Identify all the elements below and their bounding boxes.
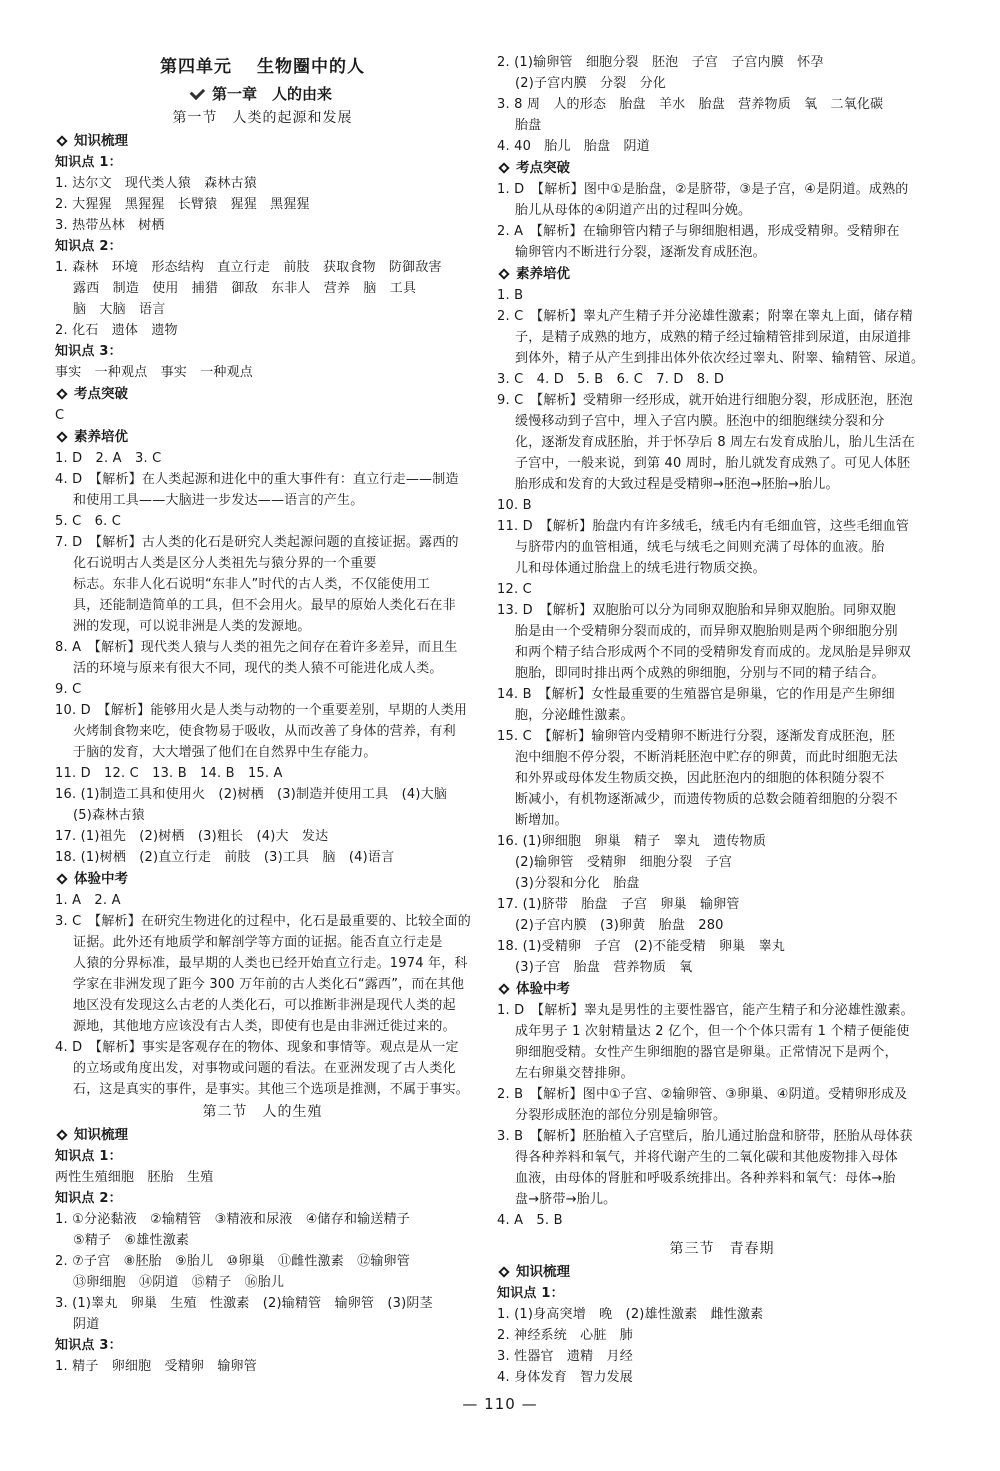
answer-line-continuation: 子宫中，一般来说，到第 40 周时，胎儿就发育成熟了。可见人体胚 xyxy=(515,456,911,471)
diamond-icon xyxy=(56,873,67,884)
answer-line-continuation: 断减小，有机物逐渐减少，而遗传物质的总数会随着细胞的分裂不 xyxy=(515,792,898,807)
right-column xyxy=(497,52,947,1388)
answer-line-continuation: 活的环境与原来有很大不同，现代的类人猿不可能进化成人类。 xyxy=(73,661,443,676)
answer-line: 1. ①分泌黏液 ②输精管 ③精液和尿液 ④储存和输送精子 xyxy=(55,1212,410,1227)
answer-line: 1. 森林 环境 形态结构 直立行走 前肢 获取食物 防御敌害 xyxy=(55,260,442,275)
answer-line: 9. C xyxy=(55,682,82,697)
answer-line: 2. C 【解析】睾丸产生精子并分泌雄性激素；附睾在睾丸上面，储存精 xyxy=(497,309,913,324)
answer-line-continuation: 的立场或角度出发，对事物或问题的看法。在亚洲发现了古人类化 xyxy=(73,1061,456,1076)
answer-line-continuation: 胎盘 xyxy=(515,118,542,133)
answer-line-continuation: 和两个精子结合形成两个不同的受精卵发育而成的。龙凤胎是异卵双 xyxy=(515,645,912,660)
answer-line-continuation: 火烤制食物来吃，使食物易于吸收，从而改善了身体的营养，有利 xyxy=(73,724,456,739)
answer-line: 4. 40 胎儿 胎盘 阴道 xyxy=(497,139,650,154)
answer-line: 2. (1)输卵管 细胞分裂 胚泡 子宫 子宫内膜 怀孕 xyxy=(497,55,824,70)
answer-line: 18. (1)树栖 (2)直立行走 前肢 (3)工具 脑 (4)语言 xyxy=(55,850,395,865)
right-column-body xyxy=(497,52,947,1388)
subsection-heading xyxy=(55,130,470,152)
answer-line: 17. (1)脐带 胎盘 子宫 卵巢 输卵管 xyxy=(497,897,740,912)
diamond-icon xyxy=(498,983,509,994)
check-icon xyxy=(190,85,206,101)
answer-line-continuation: 于脑的发育，大大增强了他们在自然界中生存能力。 xyxy=(73,745,377,760)
answer-line-continuation: (3)分裂和分化 胎盘 xyxy=(515,876,640,891)
diamond-icon xyxy=(56,1129,67,1140)
answer-line-continuation: 洲的发现，可以说非洲是人类的发源地。 xyxy=(73,619,311,634)
subsection-heading-text: 考点突破 xyxy=(74,386,128,402)
answer-line-continuation: 缓慢移动到子宫中，埋入子宫内膜。胚泡中的细胞继续分裂和分 xyxy=(515,414,885,429)
answer-line: 2. B 【解析】图中①子宫、②输卵管、③卵巢、④阴道。受精卵形成及 xyxy=(497,1087,908,1102)
answer-line: 2. 化石 遗体 遗物 xyxy=(55,323,178,338)
answer-line: 3. C 4. D 5. B 6. C 7. D 8. D xyxy=(497,372,725,387)
answer-line-continuation: 成年男子 1 次射精量达 2 亿个，但一个个体只需有 1 个精子便能使 xyxy=(515,1024,910,1039)
knowledge-point-label: 知识点 2： xyxy=(55,1191,122,1206)
subsection-heading xyxy=(497,157,947,179)
answer-line: 9. C 【解析】受精卵一经形成，就开始进行细胞分裂，形成胚泡，胚泡 xyxy=(497,393,913,408)
subsection-heading-text: 考点突破 xyxy=(516,160,570,176)
answer-line-continuation: (2)输卵管 受精卵 细胞分裂 子宫 xyxy=(515,855,733,870)
answer-line-continuation: 和使用工具——大脑进一步发达——语言的产生。 xyxy=(73,493,364,508)
answer-line: 事实 一种观点 事实 一种观点 xyxy=(55,365,254,380)
answer-line: 17. (1)祖先 (2)树栖 (3)粗长 (4)大 发达 xyxy=(55,829,329,844)
subsection-heading xyxy=(55,1124,470,1146)
subsection-heading-text: 知识梳理 xyxy=(516,1264,570,1280)
answer-line: 16. (1)卵细胞 卵巢 精子 睾丸 遗传物质 xyxy=(497,834,767,849)
answer-line: 1. D 2. A 3. C xyxy=(55,451,162,466)
answer-line: 2. A 【解析】在输卵管内精子与卵细胞相遇，形成受精卵。受精卵在 xyxy=(497,224,900,239)
subsection-heading-text: 素养培优 xyxy=(74,429,128,445)
answer-line-continuation: 和外界或母体发生物质交换，因此胚泡内的细胞的体积随分裂不 xyxy=(515,771,885,786)
chapter-title-text: 第一章 人的由来 xyxy=(211,85,332,103)
answer-line: 3. 8 周 人的形态 胎盘 羊水 胎盘 营养物质 氧 二氧化碳 xyxy=(497,97,884,112)
knowledge-point-label: 知识点 3： xyxy=(55,1338,122,1353)
answer-line-continuation: 标志。东非人化石说明“东非人”时代的古人类，不仅能使用工 xyxy=(73,577,431,592)
answer-line: 2. ⑦子宫 ⑧胚胎 ⑨胎儿 ⑩卵巢 ⑪雌性激素 ⑫输卵管 xyxy=(55,1254,410,1269)
section-title: 第二节 人的生殖 xyxy=(202,1104,323,1120)
answer-line-continuation: (2)子宫内膜 分裂 分化 xyxy=(515,76,667,91)
subsection-heading xyxy=(55,868,470,890)
chapter-title xyxy=(55,82,470,106)
diamond-icon xyxy=(498,1266,509,1277)
answer-line: 12. C xyxy=(497,582,532,597)
answer-line-continuation: (2)子宫内膜 (3)卵黄 胎盘 280 xyxy=(515,918,724,933)
answer-line: 1. 精子 卵细胞 受精卵 输卵管 xyxy=(55,1359,257,1374)
knowledge-point-label: 知识点 1： xyxy=(497,1286,564,1301)
answer-line-continuation: 儿和母体通过胎盘上的绒毛进行物质交换。 xyxy=(515,561,766,576)
answer-line: 16. (1)制造工具和使用火 (2)树栖 (3)制造并使用工具 (4)大脑 xyxy=(55,787,448,802)
answer-line-continuation: 子，是精子成熟的地方，成熟的精子经过输精管排到尿道，由尿道排 xyxy=(515,330,912,345)
answer-line: 3. B 【解析】胚胎植入子宫壁后，胎儿通过胎盘和脐带，胚胎从母体获 xyxy=(497,1129,913,1144)
answer-line-continuation: 得各种养料和氧气，并将代谢产生的二氧化碳和其他废物排入母体 xyxy=(515,1150,898,1165)
subsection-heading xyxy=(55,426,470,448)
answer-line-continuation: 学家在非洲发现了距今 300 万年前的古人类化石“露西”，而在其他 xyxy=(73,977,465,992)
answer-line-continuation: 输卵管内不断进行分裂，逐渐发育成胚泡。 xyxy=(515,245,766,260)
answer-line-continuation: ⑤精子 ⑥雄性激素 xyxy=(73,1233,190,1248)
diamond-icon xyxy=(56,388,67,399)
answer-line-continuation: (3)子宫 胎盘 营养物质 氧 xyxy=(515,960,693,975)
answer-line-continuation: 石，这是真实的事件，是事实。其他三个选项是推测，不属于事实。 xyxy=(73,1082,470,1097)
diamond-icon xyxy=(498,162,509,173)
subsection-heading-text: 体验中考 xyxy=(516,981,570,997)
answer-line-continuation: 盘→脐带→胎儿。 xyxy=(515,1192,617,1207)
answer-line-continuation: 脑 大脑 语言 xyxy=(73,302,166,317)
page-number: — 110 — xyxy=(462,1395,538,1413)
answer-line: 1. D 【解析】图中①是胎盘，②是脐带，③是子宫，④是阴道。成熟的 xyxy=(497,182,909,197)
answer-line: 1. (1)身高突增 晚 (2)雄性激素 雌性激素 xyxy=(497,1307,764,1322)
answer-line-continuation: 胎是由一个受精卵分裂而成的，而异卵双胞胎则是两个卵细胞分别 xyxy=(515,624,898,639)
subsection-heading-text: 体验中考 xyxy=(74,871,128,887)
answer-line: 2. 大猩猩 黑猩猩 长臂猿 猩猩 黑猩猩 xyxy=(55,197,310,212)
left-column-body xyxy=(55,106,470,1377)
subsection-heading xyxy=(497,263,947,285)
answer-line: 1. 达尔文 现代类人猿 森林古猿 xyxy=(55,176,257,191)
subsection-heading xyxy=(497,1261,947,1283)
answer-line: 3. (1)睾丸 卵巢 生殖 性激素 (2)输精管 输卵管 (3)阴茎 xyxy=(55,1296,433,1311)
answer-line-continuation: 化石说明古人类是区分人类祖先与猿分界的一个重要 xyxy=(73,556,377,571)
left-column xyxy=(55,52,470,1377)
answer-line: 4. D 【解析】事实是客观存在的物体、现象和事情等。观点是从一定 xyxy=(55,1040,459,1055)
answer-line-continuation: 泡中细胞不停分裂，不断消耗胚泡中贮存的卵黄，而此时细胞无法 xyxy=(515,750,898,765)
answer-line: 13. D 【解析】双胞胎可以分为同卵双胞胎和异卵双胞胎。同卵双胞 xyxy=(497,603,896,618)
answer-line: 5. C 6. C xyxy=(55,514,122,529)
answer-line-continuation: 具，还能制造简单的工具，但不会用火。最早的原始人类化石在非 xyxy=(73,598,456,613)
answer-line-continuation: 分裂形成胚泡的部位分别是输卵管。 xyxy=(515,1108,727,1123)
answer-line: 7. D 【解析】古人类的化石是研究人类起源问题的直接证据。露西的 xyxy=(55,535,459,550)
answer-line-continuation: 化，逐渐发育成胚胎，并于怀孕后 8 周左右发育成胎儿，胎儿生活在 xyxy=(515,435,915,450)
subsection-heading-text: 知识梳理 xyxy=(74,133,128,149)
diamond-icon xyxy=(498,268,509,279)
answer-line-continuation: 胎形成和发育的大致过程是受精卵→胚泡→胚胎→胎儿。 xyxy=(515,477,839,492)
answer-line-continuation: 卵细胞受精。女性产生卵细胞的器官是卵巢。正常情况下是两个， xyxy=(515,1045,898,1060)
answer-line: C xyxy=(55,408,65,423)
answer-line-continuation: 阴道 xyxy=(73,1317,100,1332)
answer-line-continuation: 到体外，精子从产生到排出体外依次经过睾丸、附睾、输精管、尿道。 xyxy=(515,351,925,366)
unit-title: 第四单元 生物圈中的人 xyxy=(160,57,365,77)
answer-line: 8. A 【解析】现代类人猿与人类的祖先之间存在着许多差异，而且生 xyxy=(55,640,458,655)
answer-line: 1. A 2. A xyxy=(55,893,121,908)
subsection-heading-text: 知识梳理 xyxy=(74,1127,128,1143)
knowledge-point-label: 知识点 1： xyxy=(55,155,122,170)
answer-line: 11. D 【解析】胎盘内有许多绒毛，绒毛内有毛细血管，这些毛细血管 xyxy=(497,519,910,534)
answer-line-continuation: 左右卵巢交替排卵。 xyxy=(515,1066,634,1081)
answer-line: 10. B xyxy=(497,498,532,513)
answer-line: 4. A 5. B xyxy=(497,1213,563,1228)
answer-line-continuation: 证据。此外还有地质学和解剖学等方面的证据。能否直立行走是 xyxy=(73,935,443,950)
answer-line: 10. D 【解析】能够用火是人类与动物的一个重要差别，早期的人类用 xyxy=(55,703,468,718)
answer-line: 1. B xyxy=(497,288,524,303)
section-title: 第一节 人类的起源和发展 xyxy=(172,110,353,126)
answer-line: 3. C 【解析】在研究生物进化的过程中，化石是最重要的、比较全面的 xyxy=(55,914,471,929)
answer-line-continuation: 人猿的分界标准，最早期的人类也已经开始直立行走。1974 年，科 xyxy=(73,956,468,971)
subsection-heading-text: 素养培优 xyxy=(516,266,570,282)
answer-line-continuation: 胞胎，即同时排出两个成熟的卵细胞，分别与不同的精子结合。 xyxy=(515,666,885,681)
answer-line: 4. 身体发育 智力发展 xyxy=(497,1370,633,1385)
section-title: 第三节 青春期 xyxy=(669,1241,775,1257)
answer-line-continuation: 露西 制造 使用 捕猎 御敌 东非人 营养 脑 工具 xyxy=(73,281,417,296)
answer-line-continuation: 地区没有发现这么古老的人类化石，可以推断非洲是现代人类的起 xyxy=(73,998,456,1013)
answer-line-continuation: 血液，由母体的肾脏和呼吸系统排出。各种养料和氧气：母体→胎 xyxy=(515,1171,896,1186)
answer-line-continuation: 与脐带内的血管相通，绒毛与绒毛之间则充满了母体的血液。胎 xyxy=(515,540,885,555)
answer-line: 14. B 【解析】女性最重要的生殖器官是卵巢，它的作用是产生卵细 xyxy=(497,687,895,702)
answer-line-continuation: 源地，其他地方应该没有古人类，即使有也是由非洲迁徙过来的。 xyxy=(73,1019,456,1034)
diamond-icon xyxy=(56,431,67,442)
knowledge-point-label: 知识点 1： xyxy=(55,1149,122,1164)
answer-line: 18. (1)受精卵 子宫 (2)不能受精 卵巢 睾丸 xyxy=(497,939,786,954)
answer-line-continuation: 断增加。 xyxy=(515,813,568,828)
answer-line: 两性生殖细胞 胚胎 生殖 xyxy=(55,1170,214,1185)
answer-line-continuation: 胞，分泌雌性激素。 xyxy=(515,708,634,723)
diamond-icon xyxy=(56,135,67,146)
answer-line-continuation: (5)森林古猿 xyxy=(73,808,145,823)
knowledge-point-label: 知识点 3： xyxy=(55,344,122,359)
answer-line: 4. D 【解析】在人类起源和进化中的重大事件有：直立行走——制造 xyxy=(55,472,459,487)
answer-line-continuation: ⑬卵细胞 ⑭阴道 ⑮精子 ⑯胎儿 xyxy=(73,1275,285,1290)
answer-line-continuation: 胎儿从母体的④阴道产出的过程叫分娩。 xyxy=(515,203,752,218)
knowledge-point-label: 知识点 2： xyxy=(55,239,122,254)
answer-line: 11. D 12. C 13. B 14. B 15. A xyxy=(55,766,283,781)
answer-line: 1. D 【解析】睾丸是男性的主要性器官，能产生精子和分泌雄性激素。 xyxy=(497,1003,914,1018)
answer-line: 3. 热带丛林 树栖 xyxy=(55,218,165,233)
subsection-heading xyxy=(497,978,947,1000)
answer-line: 2. 神经系统 心脏 肺 xyxy=(497,1328,633,1343)
answer-line: 15. C 【解析】输卵管内受精卵不断进行分裂，逐渐发育成胚泡，胚 xyxy=(497,729,895,744)
answer-line: 3. 性器官 遗精 月经 xyxy=(497,1349,633,1364)
subsection-heading xyxy=(55,383,470,405)
